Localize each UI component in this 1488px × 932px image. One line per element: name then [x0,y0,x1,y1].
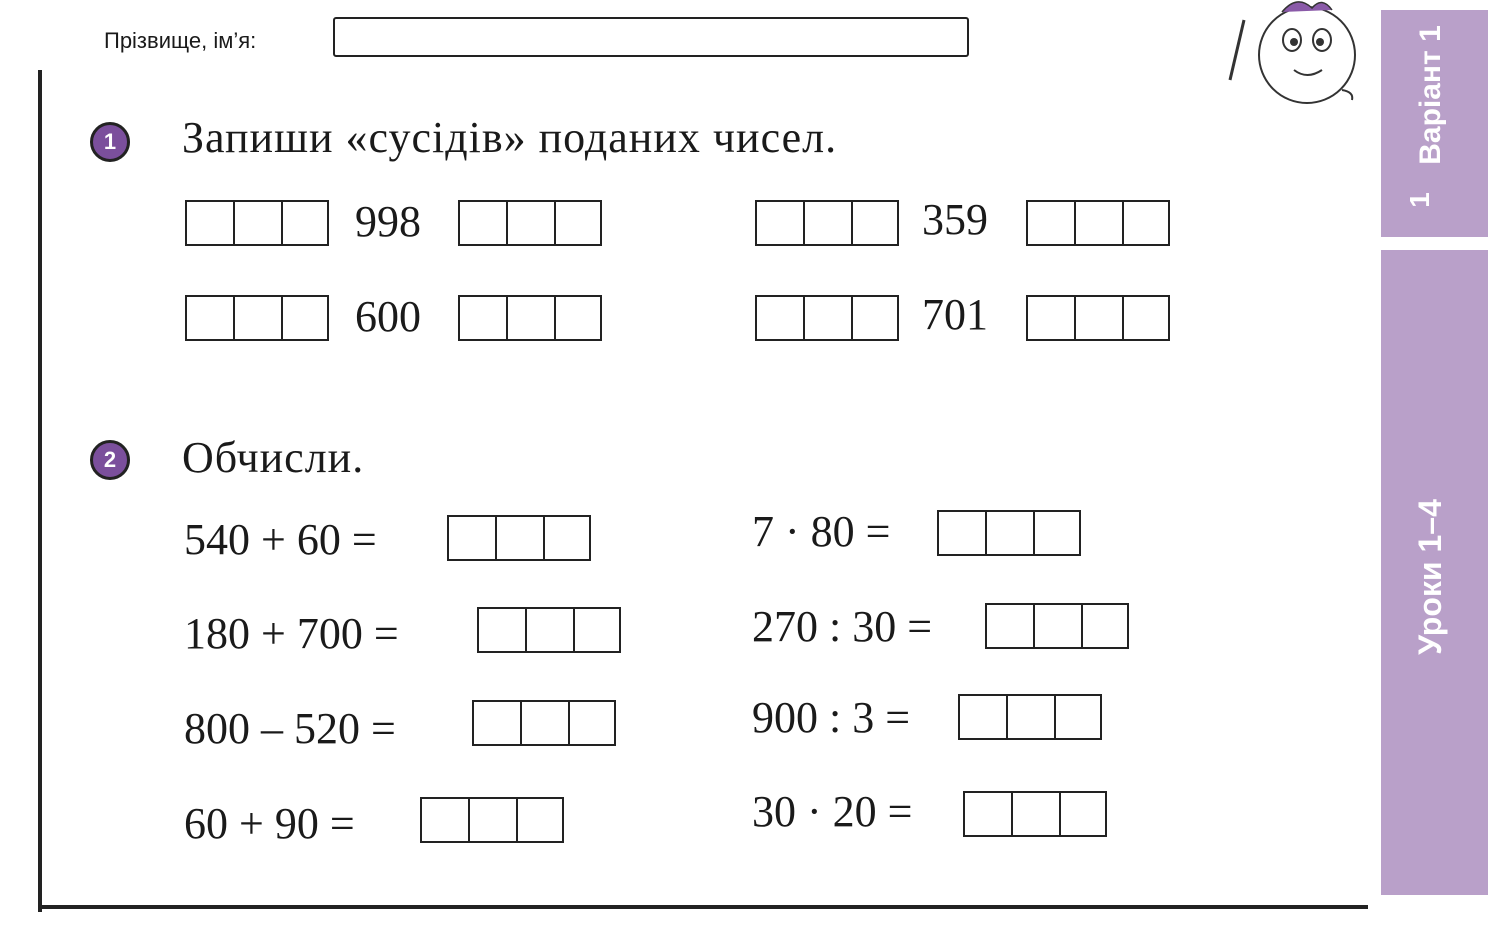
frame-bottom-border [38,905,1368,909]
answer-cells[interactable] [1026,295,1170,341]
expression: 60 + 90 = [184,799,355,848]
frame-left-border [38,70,42,912]
variant-label: Варіант 1 [1414,25,1447,165]
answer-cells[interactable] [458,295,602,341]
answer-cells[interactable] [458,200,602,246]
expression: 800 – 520 = [184,704,396,753]
given-number: 359 [922,195,988,244]
answer-cells[interactable] [937,510,1081,556]
name-field[interactable] [333,17,969,57]
answer-cells[interactable] [185,295,329,341]
answer-cells[interactable] [472,700,616,746]
given-number: 998 [355,197,421,246]
variant-number: 1 [1404,192,1435,208]
task2-title: Обчисли. [182,433,365,482]
answer-cells[interactable] [1026,200,1170,246]
lessons-label: Уроки 1–4 [1412,499,1448,655]
answer-cells[interactable] [477,607,621,653]
answer-cells[interactable] [755,200,899,246]
expression: 180 + 700 = [184,609,399,658]
answer-cells[interactable] [185,200,329,246]
task1-title: Запиши «сусідів» поданих чисел. [182,113,838,162]
task1-badge: 1 [90,122,130,162]
expression: 900 : 3 = [752,693,911,742]
expression: 30 · 20 = [752,787,913,836]
cartoon-face-icon [1222,0,1362,105]
answer-cells[interactable] [420,797,564,843]
given-number: 600 [355,292,421,341]
expression: 540 + 60 = [184,515,377,564]
name-label: Прізвище, ім’я: [104,28,257,53]
expression: 270 : 30 = [752,602,933,651]
answer-cells[interactable] [447,515,591,561]
expression: 7 · 80 = [752,507,891,556]
answer-cells[interactable] [985,603,1129,649]
answer-cells[interactable] [958,694,1102,740]
given-number: 701 [922,290,988,339]
task2-badge: 2 [90,440,130,480]
answer-cells[interactable] [755,295,899,341]
answer-cells[interactable] [963,791,1107,837]
